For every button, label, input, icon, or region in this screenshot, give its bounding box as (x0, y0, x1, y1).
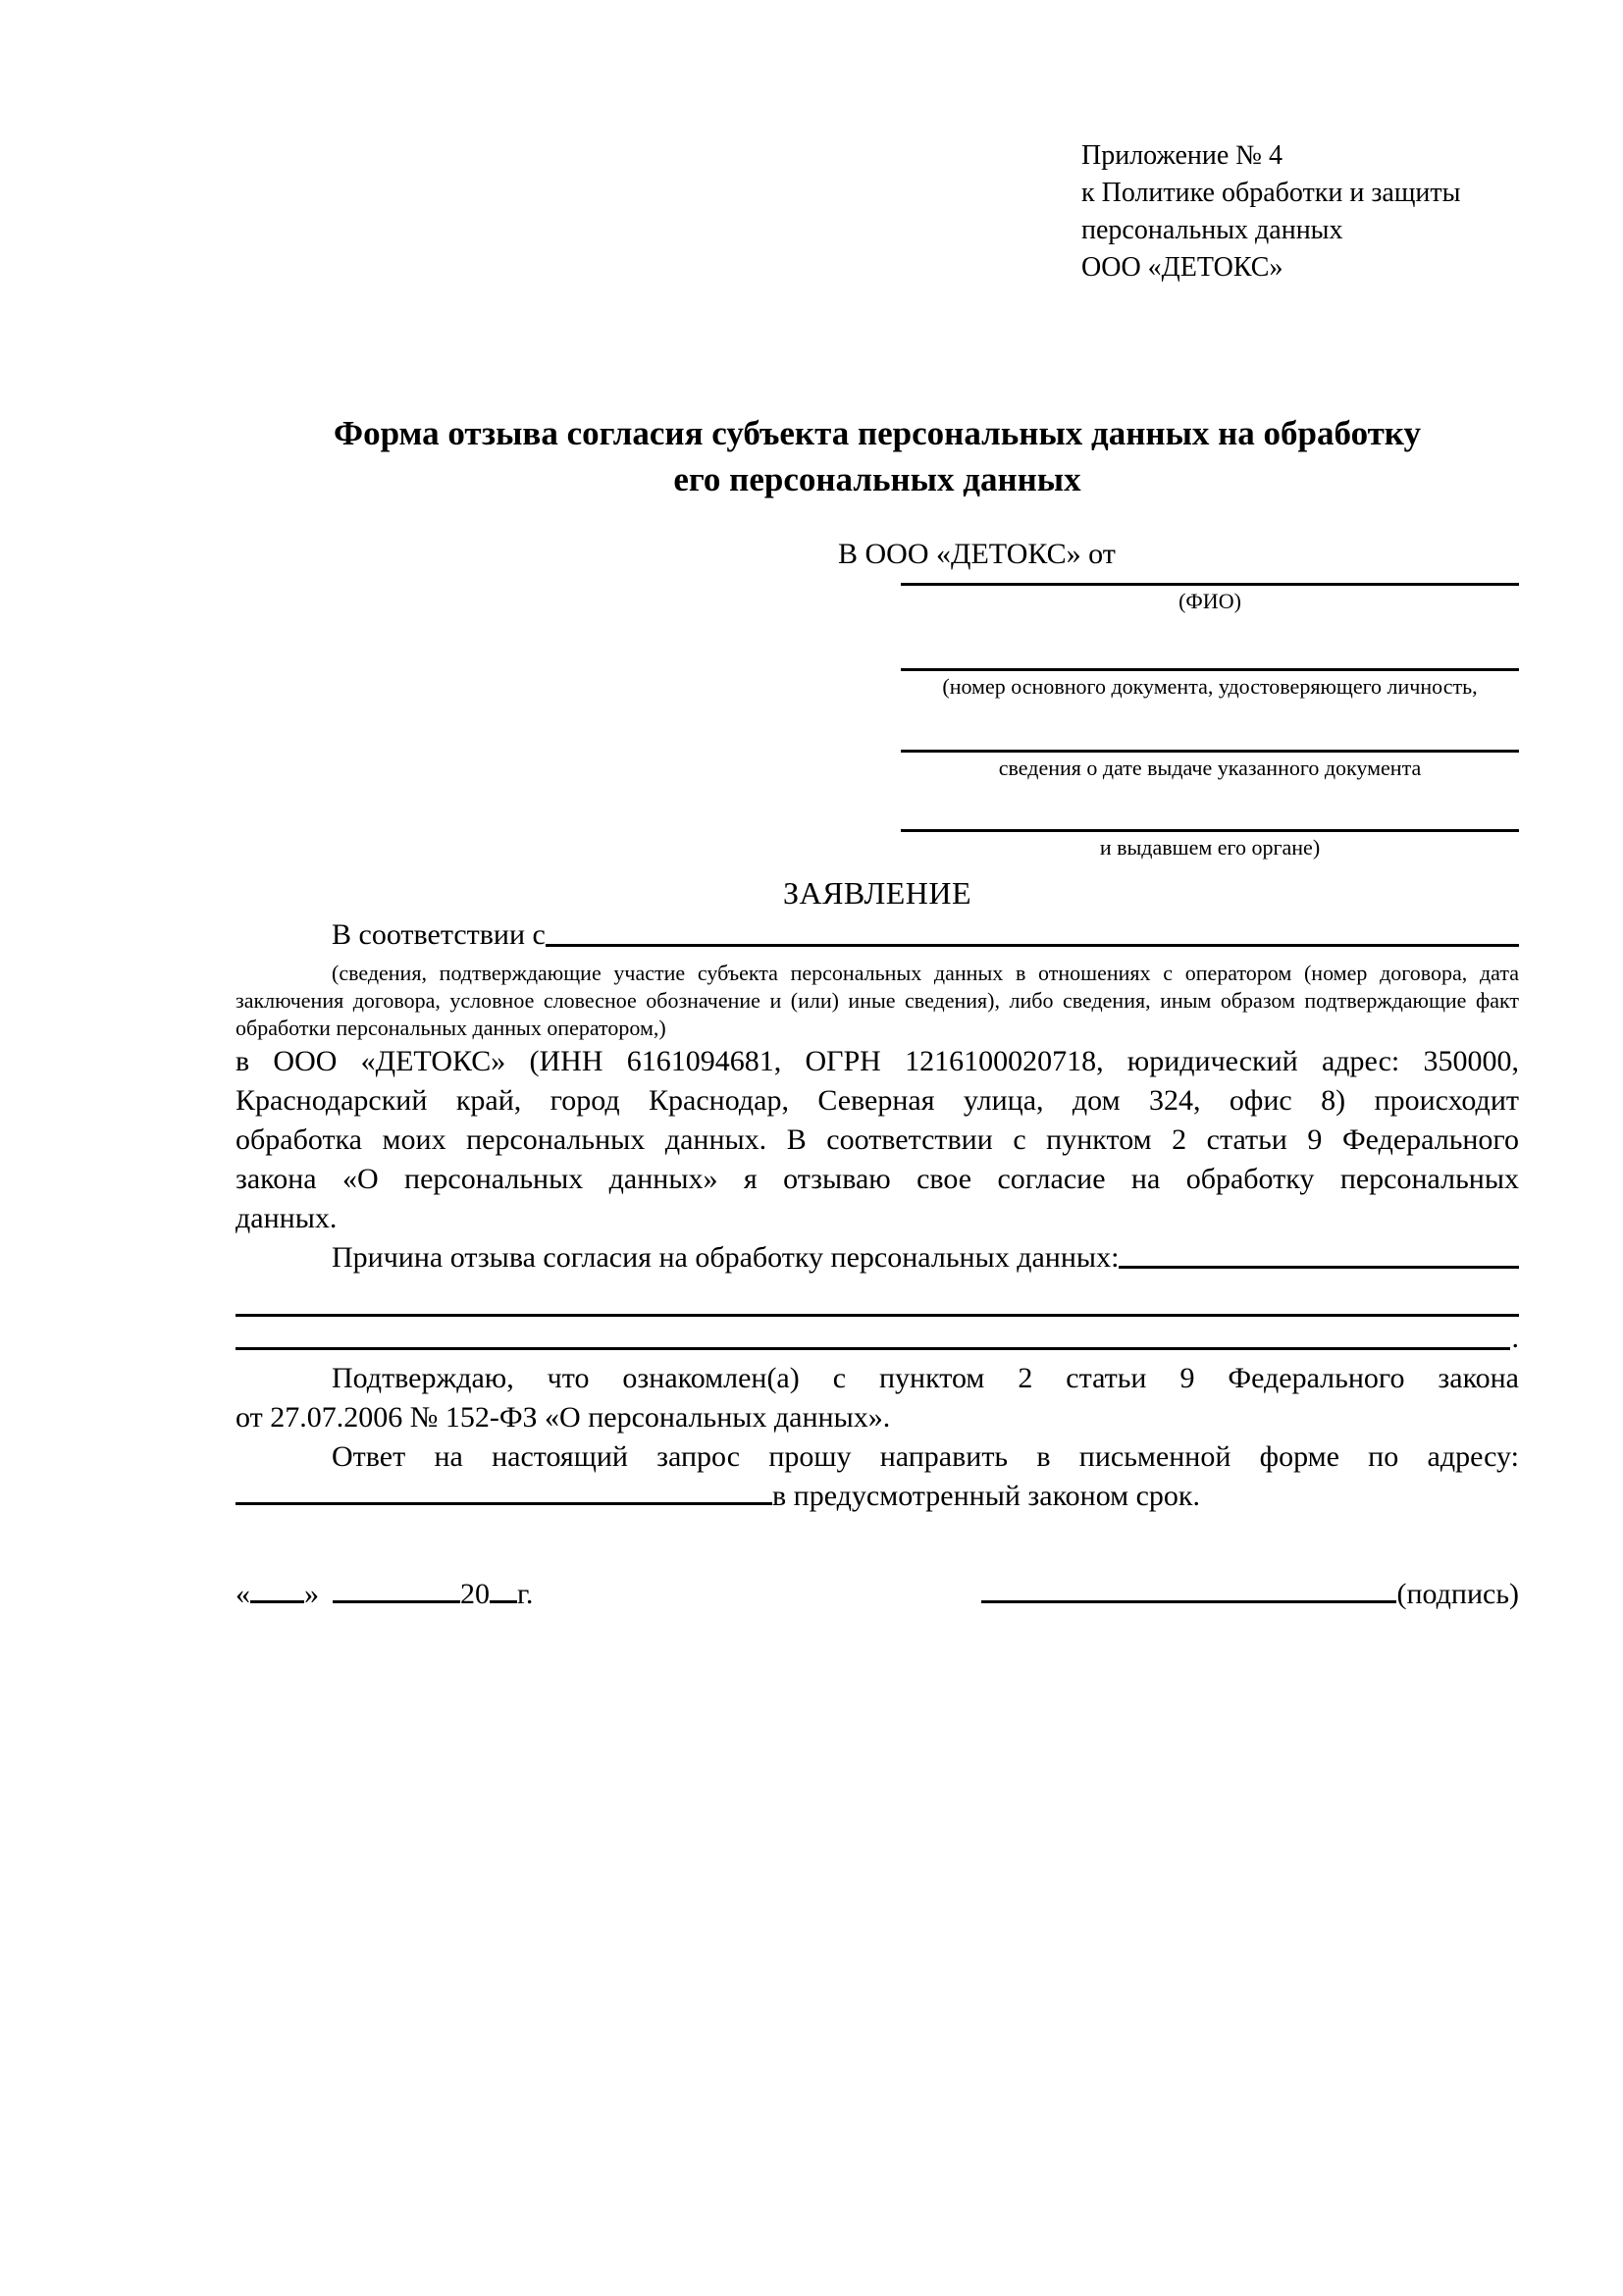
confirmation-block (236, 1359, 1519, 1437)
body-line: Краснодарский край, город Краснодар, Северная улица, дом 324, офис 8) происходит (236, 1084, 1519, 1117)
month-input-line[interactable] (333, 1600, 460, 1603)
date-close-quote: » (304, 1578, 319, 1610)
annex-line: Приложение № 4 (1081, 140, 1283, 171)
signature-caption: (подпись) (1396, 1578, 1519, 1610)
body-line: закона «О персональных данных» я отзываю свое согласие на обработку персональных (236, 1163, 1519, 1195)
accordance-input-line[interactable] (546, 944, 1519, 947)
issuing-authority-caption: и выдавшем его органе) (1099, 835, 1321, 860)
footnote-line: заключения договора, условное словесное обозначение и (или) иные сведения), либо сведения, иным образом подтверждающие факт (236, 988, 1519, 1013)
name-caption: (ФИО) (1178, 589, 1241, 613)
reason-row (236, 1238, 1519, 1278)
reason-input-line[interactable] (1119, 1266, 1519, 1269)
reply-request-line: Ответ на настоящий запрос прошу направить в письменной форме по адресу: (332, 1440, 1519, 1473)
document-number-caption: (номер основного документа, удостоверяющего личность, (942, 674, 1478, 699)
footnote-line: (сведения, подтверждающие участие субъекта персональных данных в отношениях с оператором (номер договора, дата (332, 961, 1519, 985)
day-input-line[interactable] (250, 1600, 304, 1603)
year-input-line[interactable] (490, 1600, 517, 1603)
reason-extra-row-2 (236, 1317, 1519, 1359)
issue-date-input-line[interactable] (901, 701, 1519, 753)
reason-label: Причина отзыва согласия на обработку персональных данных: (332, 1241, 1120, 1274)
body-line: данных. (236, 1202, 338, 1234)
accordance-row (236, 914, 1519, 956)
body-line: обработка моих персональных данных. В соответствии с пунктом 2 статьи 9 Федерального (236, 1123, 1519, 1156)
signature-row (236, 1575, 1519, 1614)
reason-period: . (1511, 1322, 1519, 1354)
addressee-fields (901, 573, 1519, 861)
statement-body (236, 1042, 1519, 1238)
annex-block (1081, 137, 1519, 287)
annex-line: ООО «ДЕТОКС» (1081, 252, 1283, 283)
field-issue-date (901, 701, 1519, 782)
document-number-input-line[interactable] (901, 615, 1519, 671)
footnote-block (236, 960, 1519, 1042)
document-title (236, 410, 1519, 502)
name-input-line[interactable] (901, 573, 1519, 586)
annex-line: персональных данных (1081, 215, 1343, 245)
signature-input-line[interactable] (981, 1600, 1396, 1603)
document-title-line: Форма отзыва согласия субъекта персональных данных на обработку (334, 414, 1421, 452)
reason-extra-line-1[interactable] (236, 1278, 1519, 1317)
date-field (236, 1575, 533, 1614)
reply-address-row (236, 1477, 1519, 1516)
reason-extra-line-2[interactable] (236, 1347, 1510, 1350)
addressee-intro: В ООО «ДЕТОКС» от (838, 538, 1116, 570)
accordance-label: В соответствии с (332, 918, 546, 951)
reply-tail-text: в предусмотренный законом срок. (772, 1480, 1200, 1512)
annex-line: к Политике обработки и защиты (1081, 178, 1461, 208)
field-issuing-authority (901, 782, 1519, 861)
document-title-line: его персональных данных (673, 460, 1081, 498)
field-name (901, 573, 1519, 615)
reply-address-input-line[interactable] (236, 1502, 772, 1505)
confirmation-line: Подтверждаю, что ознакомлен(а) с пунктом 2 статьи 9 Федерального закона (332, 1362, 1519, 1394)
statement-heading: ЗАЯВЛЕНИЕ (782, 875, 972, 911)
confirmation-line: от 27.07.2006 № 152-ФЗ «О персональных данных». (236, 1401, 891, 1434)
issue-date-caption: сведения о дате выдаче указанного документа (998, 756, 1422, 780)
date-open-quote: « (236, 1578, 250, 1610)
issuing-authority-input-line[interactable] (901, 782, 1519, 832)
year-prefix: 20 (460, 1578, 490, 1610)
body-line: в ООО «ДЕТОКС» (ИНН 6161094681, ОГРН 1216100020718, юридический адрес: 350000, (236, 1045, 1519, 1077)
signature-field (981, 1575, 1519, 1614)
field-document-number (901, 615, 1519, 701)
footnote-line: обработки персональных данных оператором,) (236, 1016, 666, 1040)
year-suffix: г. (517, 1578, 534, 1610)
